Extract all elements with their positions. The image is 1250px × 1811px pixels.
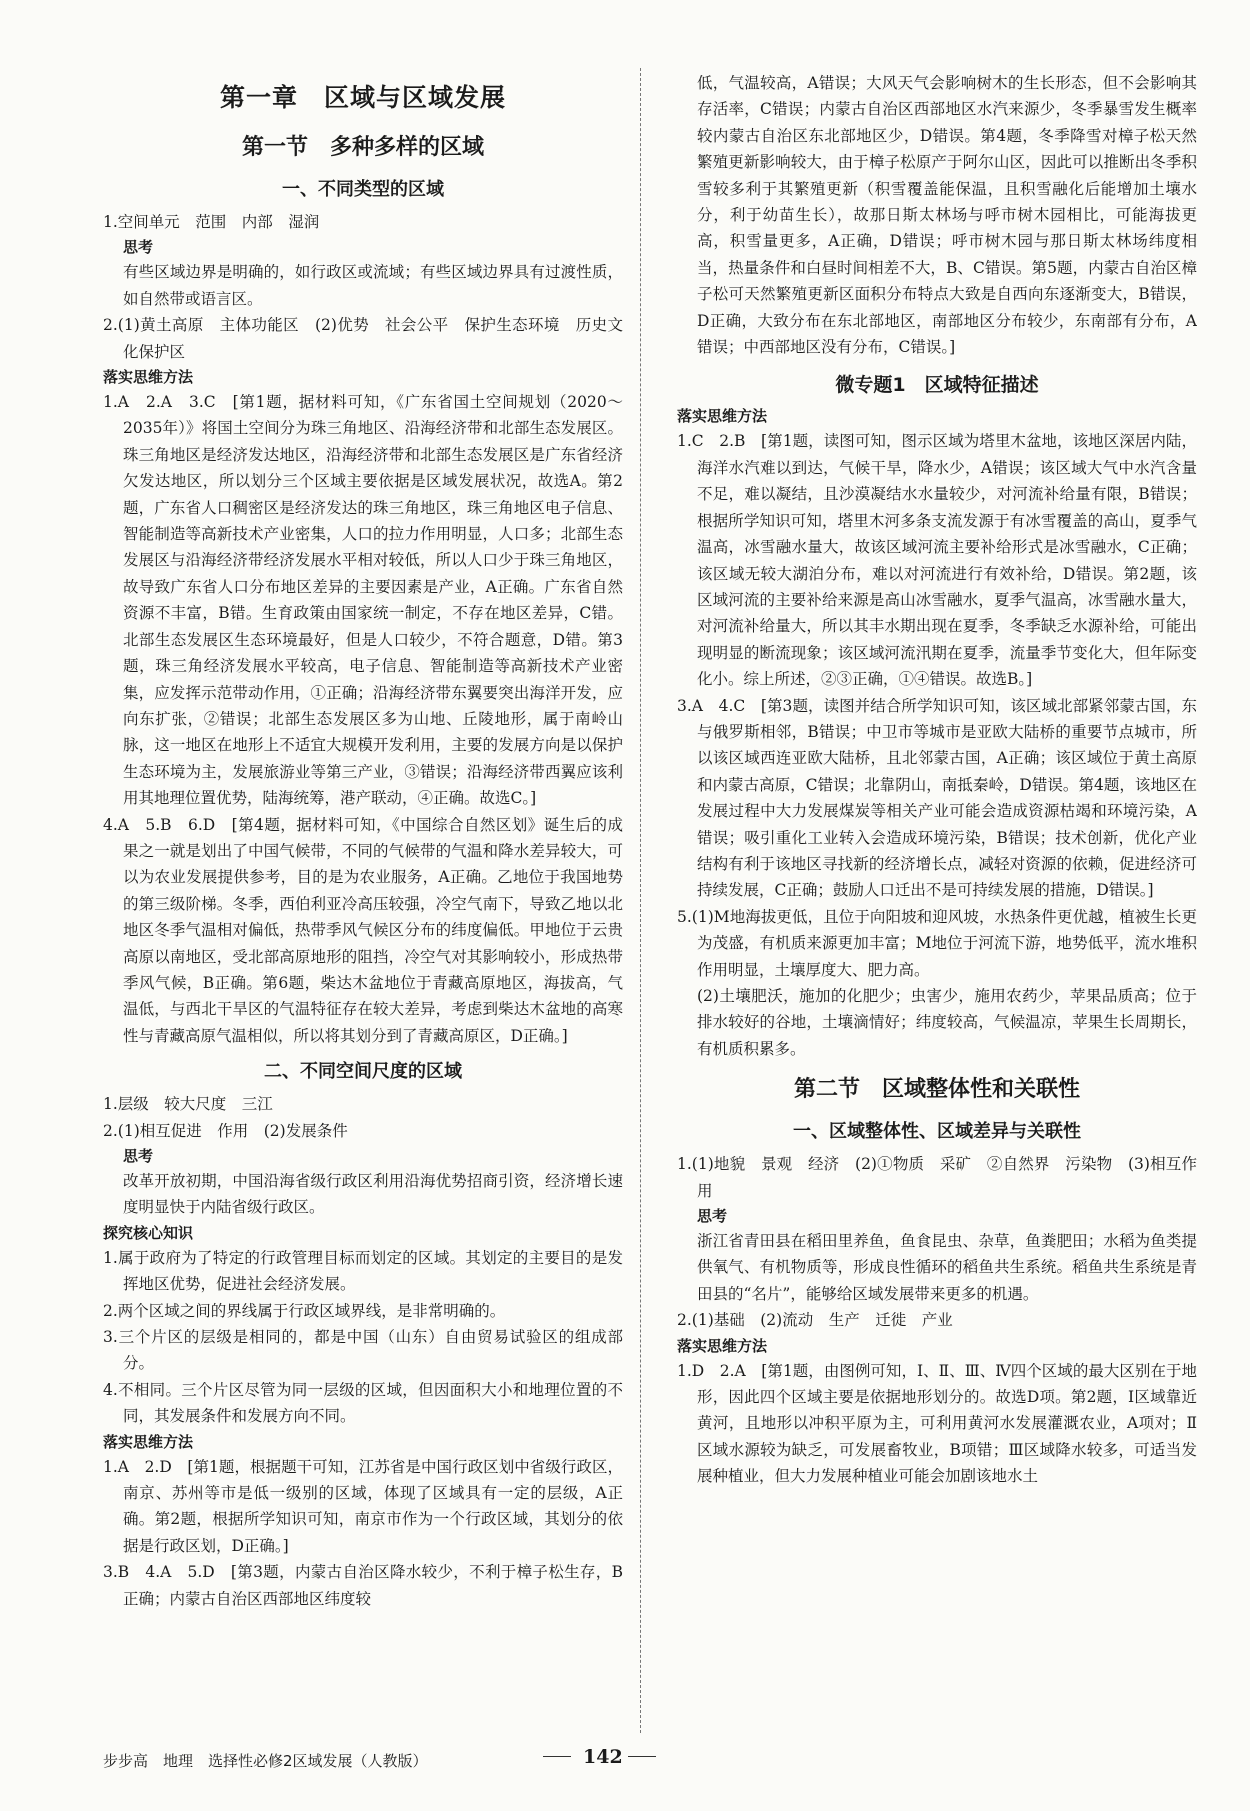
- answer-1-2: 1.D 2.A [第1题，由图例可知，Ⅰ、Ⅱ、Ⅲ、Ⅳ四个区域的最大区别在于地形，因此四个区域主要是依据地形划分的。故选D项。第2题，Ⅰ区域靠近黄河，且地形以冲积平原为主，可利用黄河水发展灌溉农业，A项对；Ⅱ区域水源较为缺乏，可发展畜牧业，B项错；Ⅲ区域降水较多，可适当发展种植业，但大力发展种植业可能会加剧该地水土: [677, 1361, 1197, 1486]
- section2-title: 第二节 区域整体性和关联性: [793, 1077, 1080, 1103]
- answer-3-4: 3.A 4.C [第3题，读图并结合所学知识可知，该区域北部紧邻蒙古国，东与俄罗斯相邻，B错误；中卫市等城市是亚欧大陆桥的重要节点城市，所以该区域西连亚欧大陆桥，且北邻蒙古国，A正确；该区域位于黄土高原和内蒙古高原，C错误；北靠阴山，南抵秦岭，D错误。第4题，该地区在发展过程中大力发展煤炭等相关产业可能会造成资源枯竭和环境污染，A错误；吸引重化工业转入会造成环境污染，B错误；技术创新，优化产业结构有利于该地区寻找新的经济增长点，减轻对资源的依赖，促进经济可持续发展，C正确；鼓励人口迁出不是可持续发展的措施，D错误。]: [677, 696, 1197, 900]
- page-footer: [103, 1746, 1148, 1776]
- answer-5-part2: (2)土壤肥沃，施加的化肥少；虫害少，施用农药少，苹果品质高；位于排水较好的谷地，土壤滴情好；纬度较高，气候温凉，苹果生长周期长，有机质积累多。: [697, 987, 1197, 1058]
- think-label: 思考: [123, 238, 154, 257]
- method-label: 落实思维方法: [103, 368, 194, 387]
- core-item-2: 2.两个区域之间的界线属于行政区域界线，是非常明确的。: [103, 1301, 506, 1320]
- answer-q1: 1.(1)地貌 景观 经济 (2)①物质 采矿 ②自然界 污染物 (3)相互作用: [677, 1155, 1197, 1200]
- footer-dash-left: [543, 1756, 571, 1757]
- method-label: 落实思维方法: [677, 407, 768, 426]
- think-text: 浙江省青田县在稻田里养鱼，鱼食昆虫、杂草，鱼粪肥田；水稻为鱼类提供氧气、有机物质等，形成良性循环的稻鱼共生系统。稻鱼共生系统是青田县的“名片”，能够给区域发展带来更多的机遇。: [697, 1232, 1197, 1303]
- answer-q2: 2.(1)黄土高原 主体功能区 (2)优势 社会公平 保护生态环境 历史文化保护区: [103, 316, 623, 361]
- think-text: 有些区域边界是明确的，如行政区或流域；有些区域边界具有过渡性质，如自然带或语言区。: [123, 263, 623, 308]
- part1-title: 一、不同类型的区域: [282, 179, 444, 200]
- right-column: [677, 70, 1197, 1720]
- page-number: 142: [583, 1746, 623, 1768]
- answer-q1: 1.空间单元 范围 内部 湿润: [103, 213, 320, 231]
- method-label: 落实思维方法: [103, 1432, 194, 1451]
- footer-dash-right: [628, 1756, 656, 1757]
- answer-q2: 2.(1)相互促进 作用 (2)发展条件: [103, 1121, 348, 1140]
- part2-title: 二、不同空间尺度的区域: [264, 1061, 462, 1083]
- answer-4-6: 4.A 5.B 6.D [第4题，据材料可知，《中国综合自然区划》诞生后的成果之一就是划出了中国气候带，不同的气候带的气温和降水差异较大，可以为农业发展提供参考，目的是为农业服务，A正确。乙地位于我国地势的第三级阶梯。冬季，西伯利亚冷高压较强，冷空气南下，导致乙地以北地区冬季气温相对偏低，热带季风气候区分布的纬度偏低。甲地位于云贵高原以南地区，受北部高原地形的阻挡，冷空气对其影响较小，形成热带季风气候，B正确。第6题，柴达木盆地位于青藏高原地区，海拔高，气温低，与西北干旱区的气温特征存在较大差异，考虑到柴达木盆地的高寒性与青藏高原气温相似，所以将其划分到了青藏高原区，D正确。]: [103, 815, 623, 1045]
- section-title: 第一节 多种多样的区域: [241, 135, 484, 160]
- answer-1-3: 1.A 2.A 3.C [第1题，据材料可知，《广东省国土空间规划（2020～2035年）》将国土空间分为珠三角地区、沿海经济带和北部生态发展区。珠三角地区是经济发达地区，沿海经济带和北部生态发展区是广东省经济欠发达地区，所以划分三个区域主要依据是区域发展状况，故选A。第2题，广东省人口稠密区是经济发达的珠三角地区，珠三角地区电子信息、智能制造等高新技术产业密集，人口的拉力作用明显，人口多；北部生态发展区与沿海经济带经济发展水平相对较低，所以人口少于珠三角地区，故导致广东省人口分布地区差异的主要因素是产业，A正确。广东省自然资源不丰富，B错。生育政策由国家统一制定，不存在地区差异，C错。北部生态发展区生态环境最好，但是人口较少，不符合题意，D错。第3题，珠三角经济发展水平较高，电子信息、智能制造等高新技术产业密集，应发挥示范带动作用，①正确；沿海经济带东翼要突出海洋开发，应向东扩张，②错误；北部生态发展区多为山地、丘陵地形，属于南岭山脉，这一地区在地形上不适宜大规模开发利用，主要的发展方向是以保护生态环境为主，发展旅游业等第三产业，③错误；沿海经济带西翼应该利用其地理位置优势，陆海统筹，港产联动，④正确。故选C。]: [103, 393, 623, 808]
- core-knowledge-label: 探究核心知识: [103, 1223, 194, 1242]
- answer-3-5: 3.B 4.A 5.D [第3题，内蒙古自治区降水较少，不利于樟子松生存，B正确；内蒙古自治区西部地区纬度较: [103, 1563, 623, 1608]
- answer-q1: 1.层级 较大尺度 三江: [103, 1095, 273, 1114]
- answer-q2: 2.(1)基础 (2)流动 生产 迁徙 产业: [677, 1311, 953, 1330]
- think-text: 改革开放初期，中国沿海省级行政区利用沿海优势招商引资，经济增长速度明显快于内陆省级行政区。: [123, 1172, 623, 1217]
- answer-1-2: 1.C 2.B [第1题，读图可知，图示区域为塔里木盆地，该地区深居内陆，海洋水汽难以到达，气候干旱，降水少，A错误；该区域大气中水汽含量不足，难以凝结，且沙漠凝结水水量较少，对河流补给量有限，B错误；根据所学知识可知，塔里木河多条支流发源于有冰雪覆盖的高山，夏季气温高，冰雪融水量大，故该区域河流主要补给形式是冰雪融水，C正确；该区域无较大湖泊分布，难以对河流进行有效补给，D错误。第2题，该区域河流的主要补给来源是高山冰雪融水，夏季气温高，冰雪融水量大，对河流补给量大，所以其丰水期出现在夏季，冬季缺乏水源补给，可能出现明显的断流现象；该区域河流汛期在夏季，流量季节变化大，但年际变化小。综上所述，②③正确，①④错误。故选B。]: [677, 432, 1197, 689]
- core-item-3: 3.三个片区的层级是相同的，都是中国（山东）自由贸易试验区的组成部分。: [103, 1328, 623, 1373]
- answer-1-2: 1.A 2.D [第1题，根据题干可知，江苏省是中国行政区划中省级行政区，南京、苏州等市是低一级别的区域，体现了区域具有一定的层级，A正确。第2题，根据所学知识可知，南京市作为一个行政区域，其划分的依据是行政区划，D正确。]: [103, 1457, 623, 1555]
- book-title: 步步高 地理 选择性必修2区域发展（人教版）: [103, 1752, 428, 1770]
- think-label: 思考: [123, 1147, 154, 1165]
- section2-part1-title: 一、区域整体性、区域差异与关联性: [793, 1121, 1081, 1143]
- left-column: [103, 70, 623, 1720]
- method-label: 落实思维方法: [677, 1336, 768, 1355]
- core-item-4: 4.不相同。三个片区尽管为同一层级的区域，但因面积大小和地理位置的不同，其发展条件和发展方向不同。: [103, 1380, 623, 1426]
- micro-topic-title: 微专题1 区域特征描述: [835, 374, 1039, 397]
- chapter-title: 第一章 区域与区域发展: [219, 83, 506, 112]
- answer-5-part1: 5.(1)M地海拔更低，且位于向阳坡和迎风坡，水热条件更优越，植被生长更为茂盛，有机质来源更加丰富；M地位于河流下游，地势低平，流水堆积作用明显，土壤厚度大、肥力高。: [677, 907, 1197, 979]
- continued-text: 低，气温较高，A错误；大风天气会影响树木的生长形态，但不会影响其存活率，C错误；内蒙古自治区西部地区水汽来源少，冬季暴雪发生概率较内蒙古自治区东北部地区少，D错误。第4题，冬季降雪对樟子松天然繁殖更新影响较大，由于樟子松原产于阿尔山区，因此可以推断出冬季积雪较多利于其繁殖更新（积雪覆盖能保温，且积雪融化后能增加土壤水分，利于幼苗生长），故那日斯太林场与呼市树木园相比，可能海拔更高，积雪量更多，A正确，D错误；呼市树木园与那日斯太林场纬度相当，热量条件和白昼时间相差不大，B、C错误。第5题，内蒙古自治区樟子松可天然繁殖更新区面积分布特点大致是自西向东逐渐变大，B错误，D正确，大致分布在东北部地区，南部地区分布较少，东南部有分布，A错误；中西部地区没有分布，C错误。]: [697, 74, 1197, 357]
- column-divider: [640, 68, 641, 1733]
- think-label: 思考: [697, 1207, 728, 1226]
- core-item-1: 1.属于政府为了特定的行政管理目标而划定的区域。其划定的主要目的是发挥地区优势，促进社会经济发展。: [103, 1248, 623, 1294]
